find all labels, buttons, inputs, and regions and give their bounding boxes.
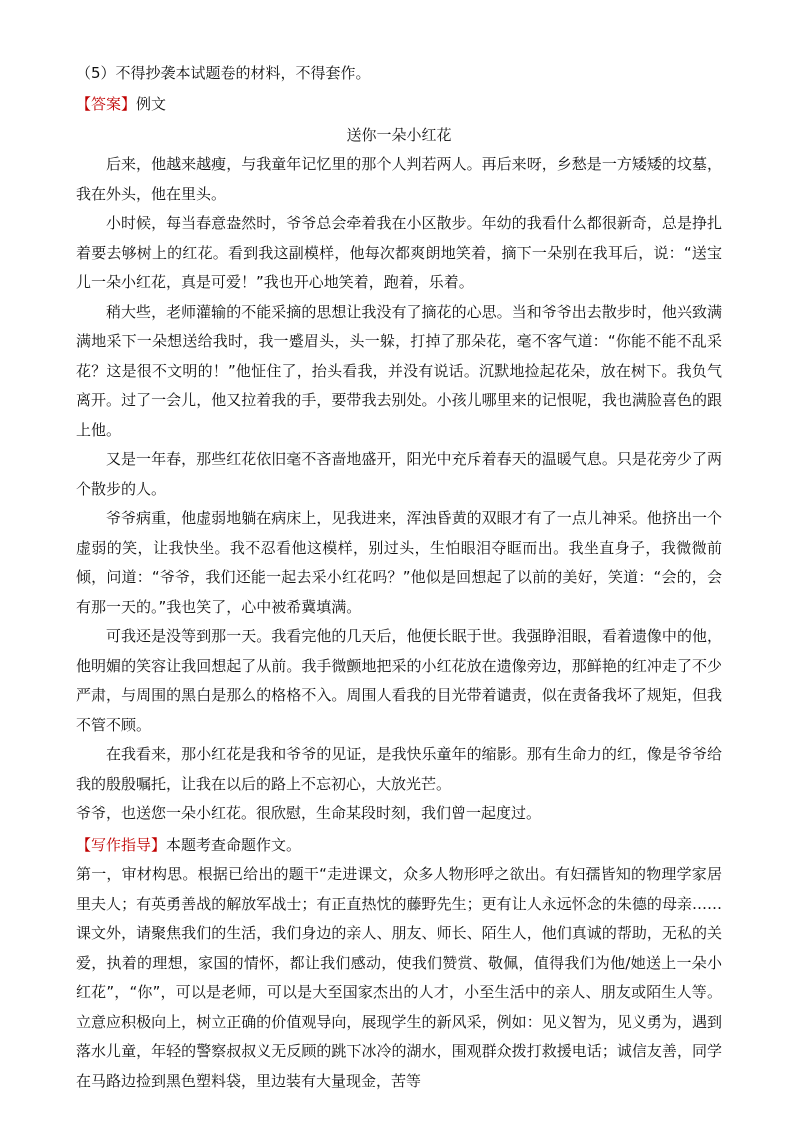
answer-tag: 【答案】 bbox=[76, 95, 137, 113]
guidance-tag: 【写作指导】 bbox=[76, 835, 167, 854]
guidance-body: 第一，审材构思。根据已给出的题干“走进课文，众多人物形呼之欲出。有妇孺皆知的物理学家居里夫人；有英勇善战的解放军战士；有正直热忱的藤野先生；更有让人永远怀念的朱德的母亲……课文外，请聚焦我们的生活，我们身边的亲人、朋友、师长、陌生人，他们真诚的帮助，无私的关爱，执着的理想，家国的情怀，都让我们感动，使我们赞赏、敬佩，值得我们为他/她送上一朵小红花”，“你”，可以是老师，可以是大至国家杰出的人才，小至生活中的亲人、朋友或陌生人等。立意应积极向上，树立正确的价值观导向，展现学生的新风采，例如：见义智为，见义勇为，遇到落水儿童，年轻的警察叔叔义无反顾的跳下冰冷的湖水，围观群众拨打救援电话；诚信友善，同学在马路边捡到黑色塑料袋，里边装有大量现金，苦等 bbox=[76, 865, 722, 1090]
essay-paragraph: 爷爷病重，他虚弱地躺在病床上，见我进来，浑浊昏黄的双眼才有了一点儿神采。他挤出一个虚弱的笑，让我快坐。我不忍看他这模样，别过头，生怕眼泪夺眶而出。我坐直身子，我微微前倾，问道：“爷爷，我们还能一起去采小红花吗？”他似是回想起了以前的美好，笑道：“会的，会有那一天的。”我也笑了，心中被希冀填满。 bbox=[76, 509, 722, 616]
essay-paragraph: 又是一年春，那些红花依旧毫不吝啬地盛开，阳光中充斥着春天的温暖气息。只是花旁少了两个散步的人。 bbox=[76, 450, 722, 498]
guidance-heading bbox=[76, 831, 722, 861]
guidance-intro: 本题考查命题作文。 bbox=[166, 835, 302, 854]
essay-paragraph: 小时候，每当春意盎然时，爷爷总会牵着我在小区散步。年幼的我看什么都很新奇，总是挣扎着要去够树上的红花。看到我这副模样，他每次都爽朗地笑着，摘下一朵别在我耳后，说：“送宝儿一朵小红花，真是可爱！”我也开心地笑着，跑着，乐着。 bbox=[76, 214, 722, 291]
essay-paragraph: 稍大些，老师灌输的不能采摘的思想让我没有了摘花的心思。当和爷爷出去散步时，他兴致满满地采下一朵想送给我时，我一蹙眉头，头一躲，打掉了那朵花，毫不客气道：“你能不能不乱采花？这是很不文明的！”他怔住了，抬头看我，并没有说话。沉默地捡起花朵，放在树下。我负气离开。过了一会儿，他又拉着我的手，要带我去别处。小孩儿哪里来的记恨呢，我也满脸喜色的跟上他。 bbox=[76, 302, 722, 439]
essay-paragraph: 在我看来，那小红花是我和爷爷的见证，是我快乐童年的缩影。那有生命力的红，像是爷爷给我的殷殷嘱托，让我在以后的路上不忘初心，大放光芒。 bbox=[76, 745, 722, 793]
exam-rule-5: （5）不得抄袭本试题卷的材料，不得套作。 bbox=[76, 64, 371, 82]
essay-closing: 爷爷，也送您一朵小红花。很欣慰，生命某段时刻，我们曾一起度过。 bbox=[76, 804, 542, 822]
essay-paragraph: 后来，他越来越瘦，与我童年记忆里的那个人判若两人。再后来呀，乡愁是一方矮矮的坟墓，我在外头，他在里头。 bbox=[76, 155, 722, 203]
essay-paragraph: 可我还是没等到那一天。我看完他的几天后，他便长眠于世。我强睁泪眼，看着遗像中的他，他明媚的笑容让我回想起了从前。我手微颤地把采的小红花放在遗像旁边，那鲜艳的红冲走了不少严肃，与周围的黑白是那么的格格不入。周围人看我的目光带着谴责，似在责备我坏了规矩，但我不管不顾。 bbox=[76, 627, 722, 734]
essay-title: 送你一朵小红花 bbox=[346, 126, 452, 144]
answer-heading bbox=[76, 93, 722, 115]
document-page bbox=[76, 62, 722, 1096]
answer-label: 例文 bbox=[136, 95, 167, 113]
